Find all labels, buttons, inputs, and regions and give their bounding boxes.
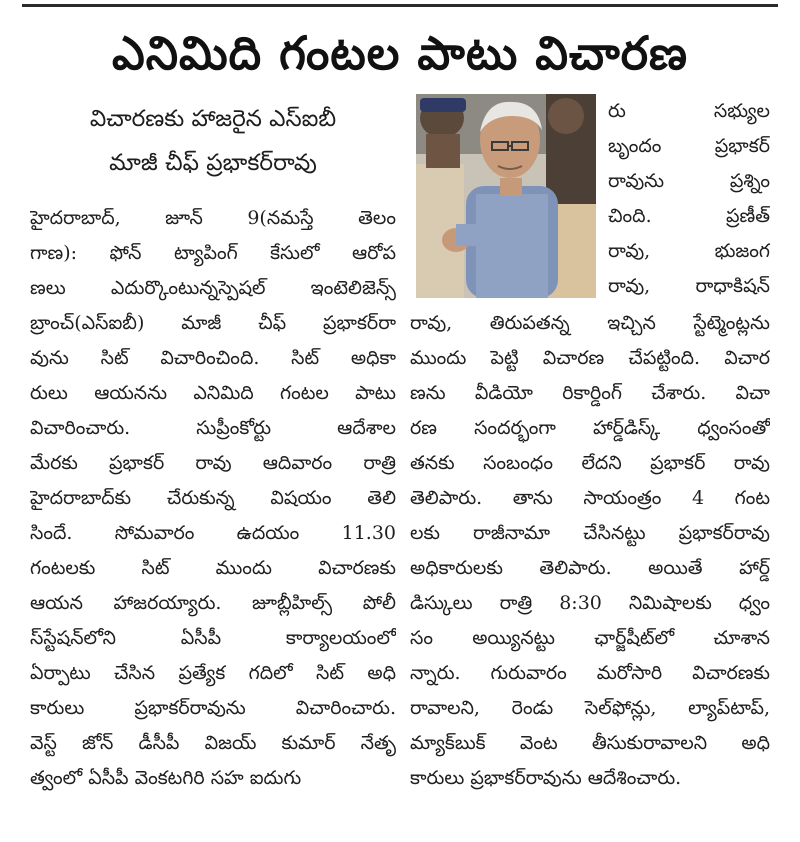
body-line: రావాలని, రెండు సెల్‌ఫోన్లు, ల్యాప్‌టాప్, <box>410 697 770 719</box>
body-line: బ్రాంచ్(ఎస్ఐబీ) మాజీ చీఫ్ ప్రభాకర్‌రా <box>30 312 396 334</box>
body-line: హైదరాబాద్, జూన్ 9(నమస్తే తెలం <box>30 207 396 229</box>
body-line: రావును ప్రశ్నిం <box>608 170 770 192</box>
news-photo <box>416 94 596 298</box>
body-line: రావు, రాధాకిషన్ <box>608 275 770 297</box>
body-line: రణ సందర్భంగా హార్డ్‌డిస్క్ ధ్వంసంతో <box>410 417 770 439</box>
subheadline-line: మాజీ చీఫ్ ప్రభాకర్‌రావు <box>109 150 317 176</box>
body-line: స్‌స్టేషన్‌లోని ఏసీపీ కార్యాలయంలో <box>30 627 396 649</box>
body-line: ఆయన హాజరయ్యారు. జూబ్లీహిల్స్ పోలీ <box>30 592 396 614</box>
body-line: గాణ): ఫోన్ ట్యాపింగ్ కేసులో ఆరోప <box>30 242 396 264</box>
body-line: చింది. ప్రణీత్ <box>608 205 770 227</box>
body-line: రులు ఆయనను ఎనిమిది గంటల పాటు <box>30 382 396 404</box>
body-line: హైదరాబాద్‌కు చేరుకున్న విషయం తెలి <box>30 487 396 509</box>
body-line: రావు, భుజంగ <box>608 240 770 262</box>
body-line: కారులు ప్రభాకర్‌రావును ఆదేశించారు. <box>410 767 682 789</box>
body-line: మ్యాక్‌బుక్ వెంట తీసుకురావాలని అధి <box>410 732 770 754</box>
body-line: డిస్కులు రాత్రి 8:30 నిమిషాలకు ధ్వం <box>410 592 770 614</box>
body-line: ఏర్పాటు చేసిన ప్రత్యేక గదిలో సిట్ అధి <box>30 662 396 684</box>
body-line: సిందే. సోమవారం ఉదయం 11.30 <box>30 522 396 544</box>
body-line: రావు, తిరుపతన్న ఇచ్చిన స్టేట్మెంట్లను <box>410 312 770 334</box>
body-line: వును సిట్ విచారించింది. సిట్ అధికా <box>30 347 396 369</box>
body-line: ముందు పెట్టి విచారణ చేపట్టింది. విచార <box>410 347 770 369</box>
body-line: అధికారులకు తెలిపారు. అయితే హార్డ్ <box>410 557 770 579</box>
body-line: రు సభ్యుల <box>608 100 770 122</box>
body-line: గంటలకు సిట్ ముందు విచారణకు <box>30 557 396 579</box>
body-line: తనకు సంబంధం లేదని ప్రభాకర్ రావు <box>410 452 770 474</box>
body-line: సం అయ్యినట్టు ఛార్జ్‌షీట్‌లో చూశాన <box>410 627 770 649</box>
body-line: విచారించారు. సుప్రీంకోర్టు ఆదేశాల <box>30 417 396 439</box>
body-line: వెస్ట్ జోన్ డీసీపీ విజయ్ కుమార్ నేతృ <box>30 732 396 754</box>
body-line: మేరకు ప్రభాకర్ రావు ఆదివారం రాత్రి <box>30 452 396 474</box>
body-line: కారులు ప్రభాకర్‌రావును విచారించారు. <box>30 697 396 719</box>
headline: ఎనిమిది గంటల పాటు విచారణ <box>111 26 689 80</box>
subheadline-line: విచారణకు హాజరైన ఎస్ఐబీ <box>89 106 337 132</box>
body-line: తెలిపారు. తాను సాయంత్రం 4 గంట <box>410 487 770 509</box>
body-line: న్నారు. గురువారం మరోసారి విచారణకు <box>410 662 770 684</box>
body-line: బృందం ప్రభాకర్ <box>608 135 770 157</box>
body-line: త్వంలో ఏసీపీ వెంకటగిరి సహ ఐదుగు <box>30 767 302 789</box>
body-line: ణలు ఎదుర్కొంటున్నస్పెషల్ ఇంటెలిజెన్స్ <box>30 277 396 299</box>
body-line: లకు రాజీనామా చేసినట్టు ప్రభాకర్‌రావు <box>410 522 770 544</box>
body-line: ణను వీడియో రికార్డింగ్ చేశారు. విచా <box>410 382 770 404</box>
top-rule <box>22 4 778 7</box>
